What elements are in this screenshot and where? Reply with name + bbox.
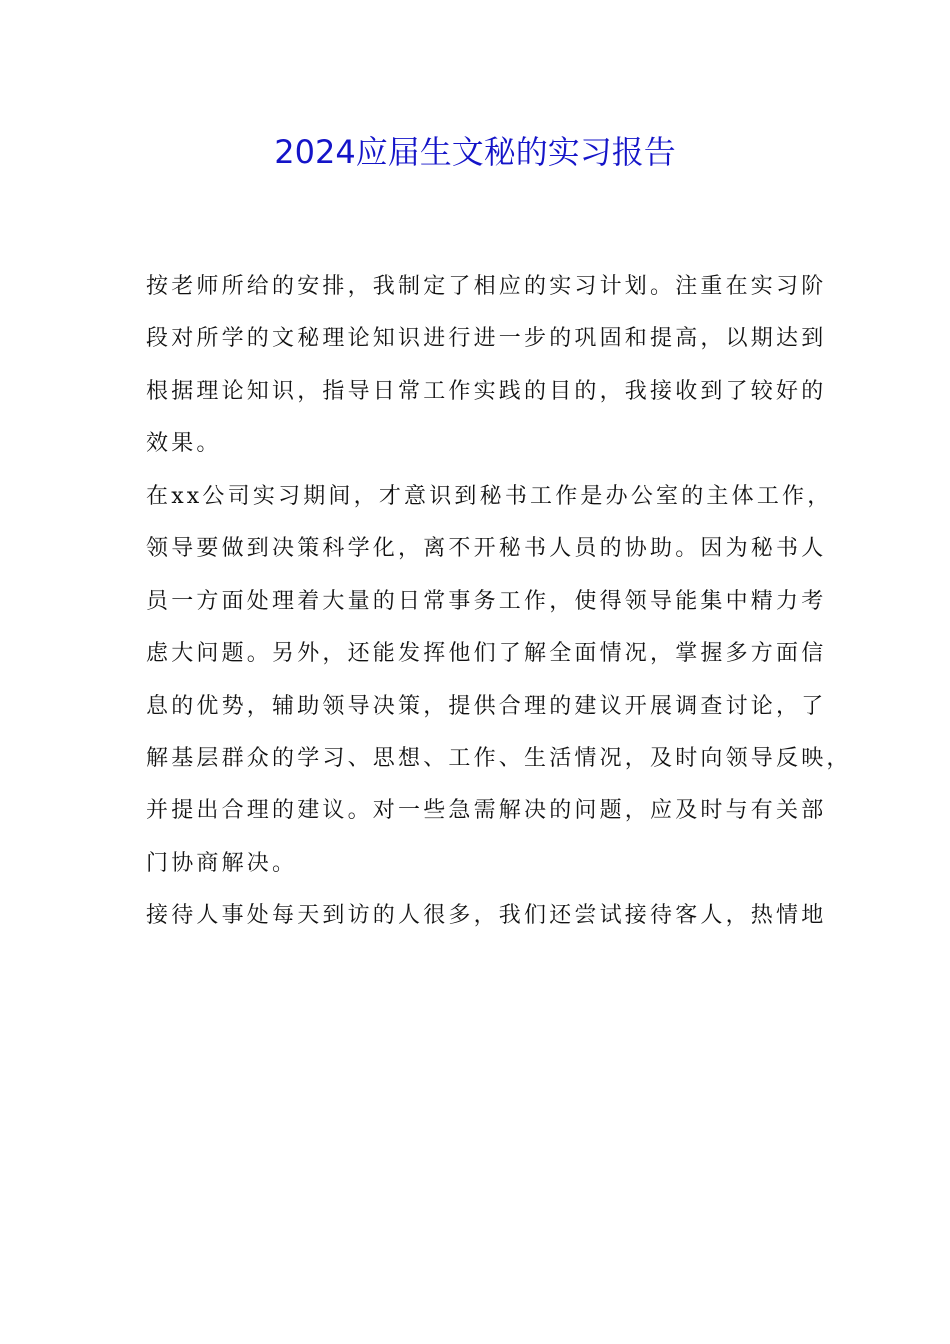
page-title: 2024应届生文秘的实习报告 xyxy=(274,133,676,171)
text-line: 在xx公司实习期间，才意识到秘书工作是办公室的主体工作， xyxy=(146,483,833,509)
text-line: 领导要做到决策科学化，离不开秘书人员的协助。因为秘书人 xyxy=(146,536,827,562)
text-line: 接待人事处每天到访的人很多，我们还尝试接待客人，热情地 xyxy=(146,903,827,929)
text-line: 段对所学的文秘理论知识进行进一步的巩固和提高，以期达到 xyxy=(146,326,827,352)
text-line: 虑大问题。另外，还能发挥他们了解全面情况，掌握多方面信 xyxy=(146,641,827,667)
text-line: 根据理论知识，指导日常工作实践的目的，我接收到了较好的 xyxy=(146,378,827,404)
text-line: 门协商解决。 xyxy=(146,850,298,876)
text-line: 解基层群众的学习、思想、工作、生活情况，及时向领导反映， xyxy=(146,745,852,771)
body-text xyxy=(146,261,852,943)
text-line: 并提出合理的建议。对一些急需解决的问题，应及时与有关部 xyxy=(146,798,827,824)
text-line: 效果。 xyxy=(146,431,222,457)
text-line: 员一方面处理着大量的日常事务工作，使得领导能集中精力考 xyxy=(146,588,827,614)
text-line: 按老师所给的安排，我制定了相应的实习计划。注重在实习阶 xyxy=(146,274,827,299)
text-line: 息的优势，辅助领导决策，提供合理的建议开展调查讨论，了 xyxy=(146,693,827,719)
